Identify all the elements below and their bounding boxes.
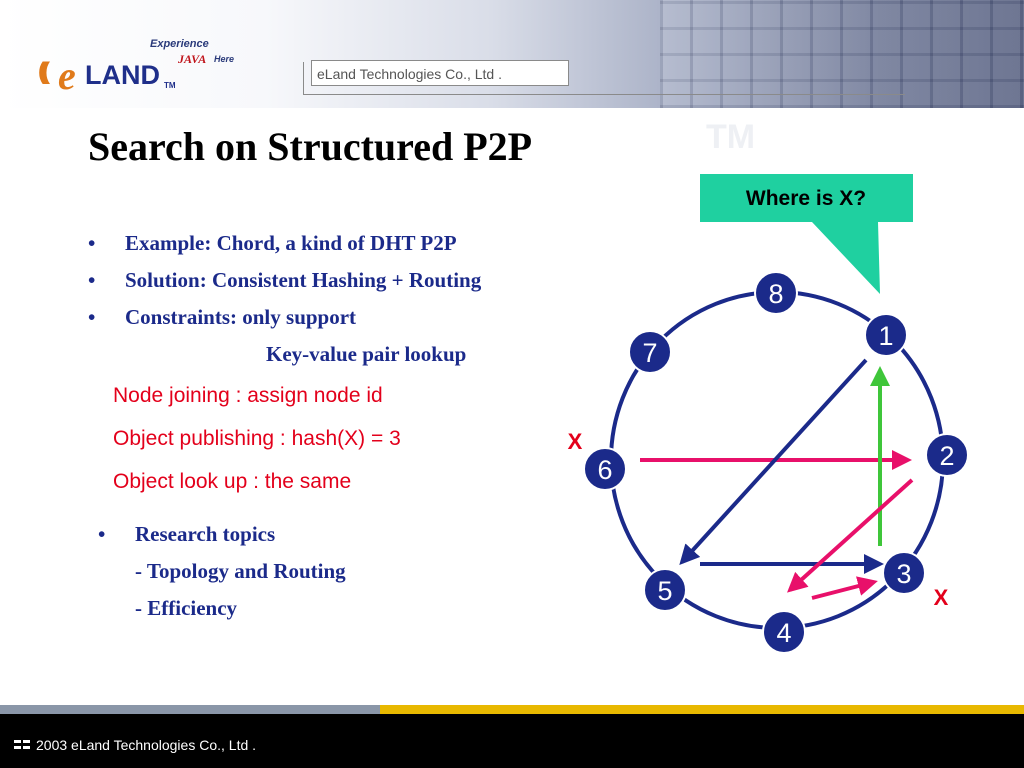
ring-node-3 [883, 552, 925, 594]
arrow-node4-to-node3 [812, 582, 874, 598]
bullet-item [88, 267, 481, 304]
research-text: - Topology and Routing [135, 559, 346, 583]
bullet-dot-icon: • [88, 305, 96, 329]
chord-ring-diagram [560, 170, 980, 670]
main-bullet-list [88, 230, 481, 341]
research-text: - Efficiency [135, 596, 238, 620]
logo-tm-text: TM [164, 81, 176, 90]
footer-copyright: 2003 eLand Technologies Co., Ltd . [36, 737, 257, 753]
ring-node-label: 3 [896, 559, 912, 589]
eland-logo [38, 36, 268, 106]
bullet-text: Solution: Consistent Hashing + Routing [125, 268, 482, 292]
footer-stripe-gray [0, 705, 380, 714]
keyboard-background [660, 0, 1024, 108]
ring-node-label: 4 [776, 618, 792, 648]
ring-node-5 [644, 569, 686, 611]
object-marker-right: X [933, 585, 949, 610]
red-line-object-lookup: Object look up : the same [113, 470, 352, 493]
research-item [98, 595, 346, 632]
research-list [98, 521, 346, 632]
ring-node-1 [865, 314, 907, 356]
ring-node-7 [629, 331, 671, 373]
footer-stripe-gold [380, 705, 1024, 714]
ring-node-2 [926, 434, 968, 476]
constraint-detail: Key-value pair lookup [266, 342, 467, 366]
ring-node-label: 7 [642, 338, 658, 368]
footer-grid-icon [14, 740, 32, 750]
logo-experience-text: Experience [150, 38, 209, 50]
bullet-text: Constraints: only support [125, 305, 357, 329]
header-divider [303, 62, 304, 95]
ring-node-4 [763, 611, 805, 653]
ring-node-label: 5 [657, 576, 673, 606]
research-item [98, 521, 346, 558]
ring-node-label: 2 [939, 441, 955, 471]
research-text: Research topics [135, 522, 276, 546]
callout-text: Where is X? [745, 187, 867, 210]
logo-land-text: LAND [85, 60, 160, 90]
bullet-dot-icon: • [88, 268, 96, 292]
tm-watermark: TM [706, 118, 756, 156]
red-line-node-joining: Node joining : assign node id [113, 384, 383, 407]
bullet-text: Example: Chord, a kind of DHT P2P [125, 231, 457, 255]
ring-node-label: 1 [878, 321, 894, 351]
bullet-dot-icon: • [98, 522, 106, 546]
ring-node-8 [755, 272, 797, 314]
bullet-item [88, 304, 481, 341]
red-line-object-publishing: Object publishing : hash(X) = 3 [113, 427, 401, 450]
bullet-dot-icon: • [88, 231, 96, 255]
logo-here-text: Here [214, 54, 235, 64]
ring-node-6 [584, 448, 626, 490]
ring-node-label: 8 [768, 279, 784, 309]
logo-e-letter: e [58, 53, 76, 98]
bullet-item [88, 230, 481, 267]
ring-node-label: 6 [597, 455, 613, 485]
logo-java-text: JAVA [178, 52, 207, 66]
company-name-box: eLand Technologies Co., Ltd . [311, 60, 569, 86]
research-item [98, 558, 346, 595]
object-marker-left: X [567, 429, 583, 454]
header-rule [303, 94, 905, 95]
signal-waves-icon: ((( [38, 58, 44, 85]
slide-title: Search on Structured P2P [88, 124, 533, 169]
